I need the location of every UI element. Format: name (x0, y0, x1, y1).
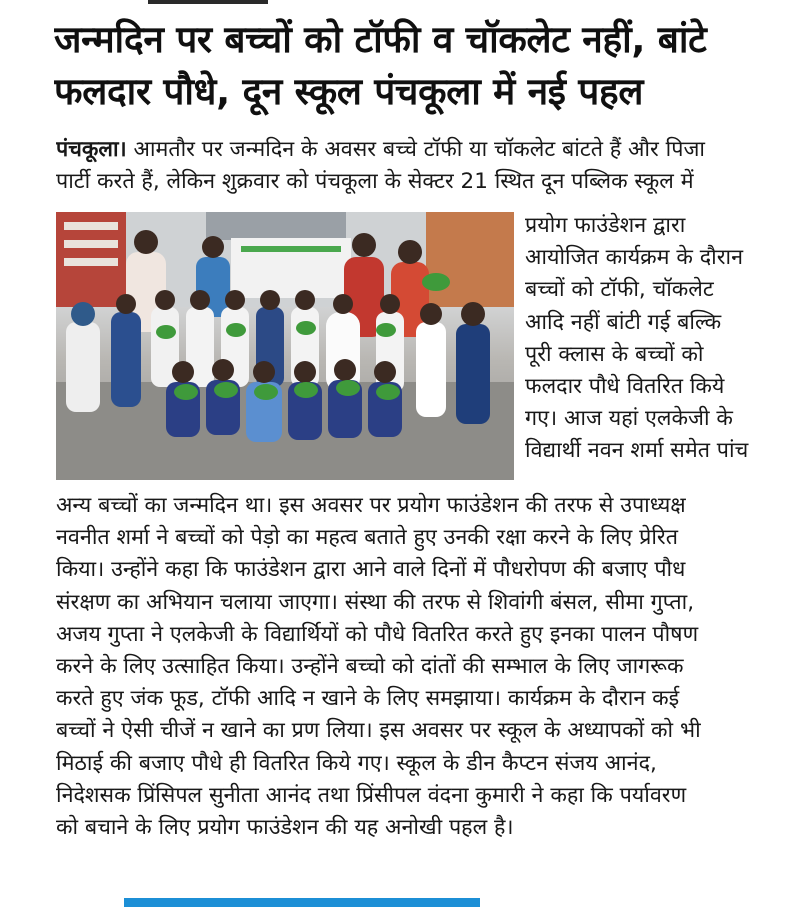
news-photo (56, 212, 514, 480)
article-line: संरक्षण का अभियान चलाया जाएगा। संस्था की तरफ से शिवांगी बंसल, सीमा गुप्ता, (56, 589, 695, 615)
article-line: मिठाई की बजाए पौधे ही वितरित किये गए। स्कूल के डीन कैप्टन संजय आनंद, (56, 750, 657, 776)
article-line: किया। उन्होंने कहा कि फाउंडेशन द्वारा आने वाले दिनों में पौधरोपण की बजाए पौध (56, 557, 686, 583)
article-line: पूरी क्लास के बच्चों को (525, 341, 704, 367)
article-intro (56, 134, 781, 198)
article-line: नवनीत शर्मा ने बच्चों को पेड़ो का महत्व बताते हुए उनकी रक्षा करने के लिए प्रेरित (56, 525, 678, 551)
article-line: गए। आज यहां एलकेजी के (525, 406, 733, 432)
article-line: आदि नहीं बांटी गई बल्कि (525, 309, 722, 335)
article-line: को बचाने के लिए प्रयोग फाउंडेशन की यह अनोखी पहल है। (56, 815, 514, 841)
article-line: बच्चों को टॉफी, चॉकलेट (525, 277, 714, 303)
top-rule (148, 0, 268, 4)
article-line: बच्चों ने ऐसी चीजें न खाने का प्रण लिया। इस अवसर पर स्कूल के अध्यापकों को भी (56, 718, 701, 744)
headline-line-1: जन्मदिन पर बच्चों को टॉफी व चॉकलेट नहीं, बांटे (54, 18, 707, 61)
article-line: अजय गुप्ता ने एलकेजी के विद्यार्थियों को पौधे वितरित करते हुए इनका पालन पौषण (56, 621, 699, 647)
headline (54, 14, 774, 118)
article-line: पार्टी करते हैं, लेकिन शुक्रवार को पंचकूला के सेक्टर 21 स्थित दून पब्लिक स्कूल में (56, 169, 694, 195)
headline-line-2: फलदार पौधे, दून स्कूल पंचकूला में नई पहल (54, 70, 644, 113)
article-line: फलदार पौधे वितरित किये (525, 374, 725, 400)
article-line: निदेशसक प्रिंसिपल सुनीता आनंद तथा प्रिंसीपल वंदना कुमारी ने कहा कि पर्यावरण (56, 782, 687, 808)
article-line-text: आमतौर पर जन्मदिन के अवसर बच्चे टॉफी या चॉकलेट बांटते हैं और पिजा (126, 137, 705, 162)
article-line: प्रयोग फाउंडेशन द्वारा (525, 213, 686, 238)
article-line (56, 134, 781, 166)
article-right-column (525, 210, 787, 468)
article-line: करने के लिए उत्साहित किया। उन्होंने बच्चो को दांतों की सम्भाल के लिए जागरूक (56, 654, 684, 680)
accent-bar (124, 898, 480, 907)
article-line: अन्य बच्चों का जन्मदिन था। इस अवसर पर प्रयोग फाउंडेशन की तरफ से उपाध्यक्ष (56, 493, 686, 518)
article-line: आयोजित कार्यक्रम के दौरान (525, 245, 744, 271)
article-line: करते हुए जंक फूड, टॉफी आदि न खाने के लिए समझाया। कार्यक्रम के दौरान कई (56, 686, 680, 712)
dateline: पंचकूला। (56, 137, 127, 162)
article-body (56, 490, 781, 844)
photo-illustration (56, 212, 514, 480)
article-line: विद्यार्थी नवन शर्मा समेत पांच (525, 438, 749, 464)
